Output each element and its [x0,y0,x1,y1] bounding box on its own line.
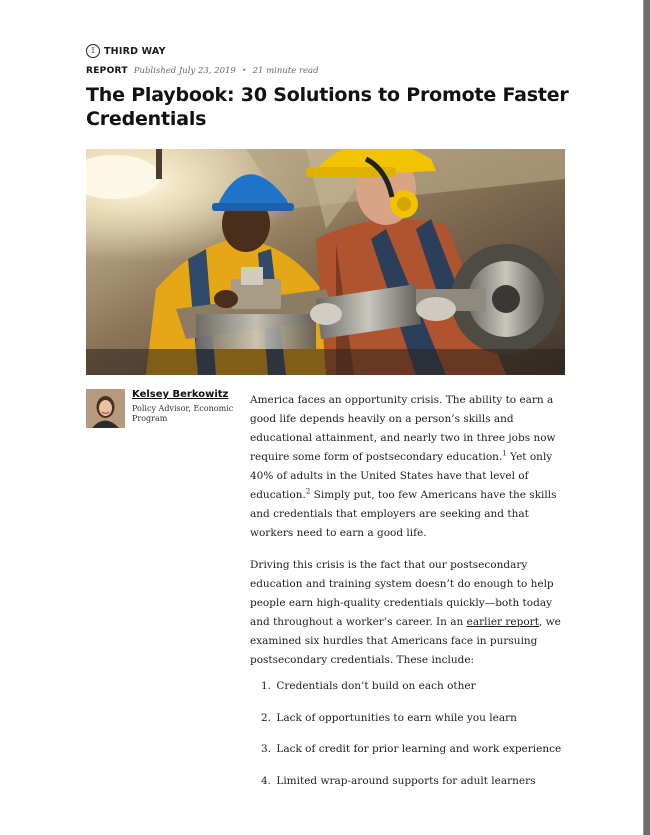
hero-image [86,149,565,375]
brand-logo[interactable] [86,44,166,58]
list-item: 1. Credentials don’t build on each other [261,680,476,692]
page-title: The Playbook: 30 Solutions to Promote Faster Credentials [86,84,569,130]
list-item: 3. Lack of credit for prior learning and work experience [261,743,562,755]
list-item: 4. Limited wrap-around supports for adult learners [261,774,536,787]
article-meta [86,66,319,76]
footnote-2[interactable]: 2 [305,487,311,496]
earlier-report-link[interactable]: earlier report [466,616,539,628]
footnote-1[interactable]: 1 [502,449,507,458]
read-time: 21 minute read [252,66,319,76]
viewer-gutter [644,0,650,835]
author-role: Policy Advisor, Economic Program [132,404,234,423]
author-name[interactable]: Kelsey Berkowitz [132,389,229,400]
meta-separator: • [241,66,247,75]
publish-date: Published July 23, 2019 [133,66,236,76]
hurdles-list [261,679,571,805]
paragraph-1: America faces an opportunity crisis. The ability to earn a good life depends heavily on a person’s skills and educational attainment, and nearly two in three jobs now require some form of postsecondary education.$^1$ Yet only 40% of adults in the United States have that level of education.$^2$ Simply put, too few Americans have the skills and credentials that employers are seeking and that workers need to earn a good life. [250,394,557,539]
list-item: 2. Lack of opportunities to earn while you learn [261,711,517,724]
brand-name: THIRD WAY [104,45,166,57]
author-avatar[interactable] [86,389,125,428]
paragraph-2: Driving this crisis is the fact that our postsecondary education and training system doesn’t do enough to help people earn high-quality credentials quickly—both today and throughout a worker’s career. In an earlier report, we examined six hurdles that Americans face in pursuing postsecondary credentials. These include: [250,559,561,666]
article-body [250,391,568,683]
third-way-logo-icon: ⟟ [86,44,100,58]
content-type-label[interactable]: REPORT [86,66,128,76]
